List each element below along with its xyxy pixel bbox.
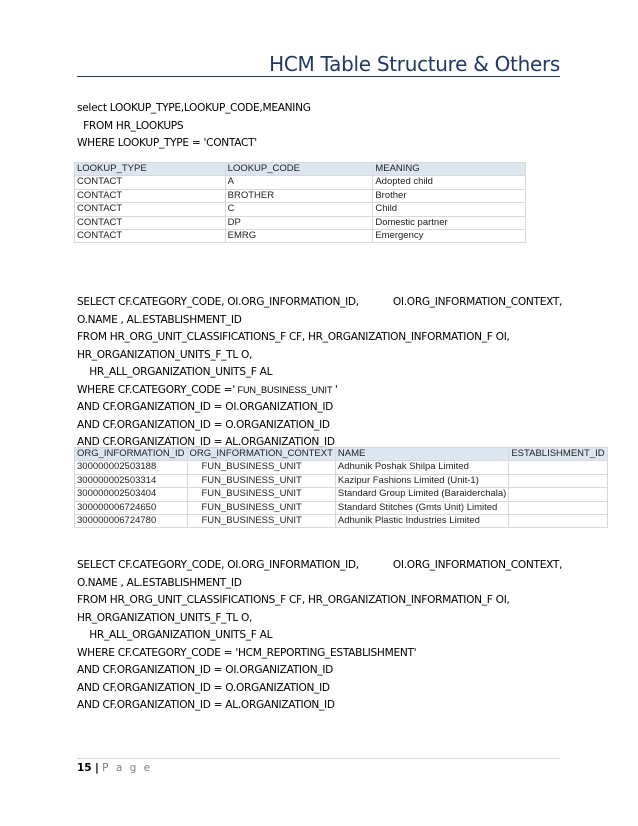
table-cell: Adhunik Poshak Shilpa Limited	[335, 461, 508, 474]
sql-line	[77, 294, 563, 312]
sql-line-part: SELECT CF.CATEGORY_CODE, OI.ORG_INFORMATION_ID,	[77, 296, 359, 308]
table-cell: Standard Group Limited (Baraiderchala)	[335, 488, 508, 501]
column-header: LOOKUP_TYPE	[75, 163, 226, 176]
page-number: 15	[77, 762, 92, 774]
table-row	[75, 216, 526, 229]
page-header-title: HCM Table Structure & Others	[269, 52, 560, 76]
sql-line-part: OI.ORG_INFORMATION_CONTEXT,	[392, 559, 563, 571]
table-cell: 300000002503188	[75, 461, 188, 474]
table-cell: 300000006724780	[75, 515, 188, 528]
table-row	[75, 461, 608, 474]
table-cell: EMRG	[225, 230, 373, 243]
sql-line: FROM HR_ORG_UNIT_CLASSIFICATIONS_F CF, HR_ORGANIZATION_INFORMATION_F OI,	[77, 331, 510, 343]
sql-line: HR_ALL_ORGANIZATION_UNITS_F AL	[77, 366, 273, 378]
table-cell: FUN_BUSINESS_UNIT	[187, 488, 335, 501]
sql-line: HR_ORGANIZATION_UNITS_F_TL O,	[77, 348, 253, 361]
table-cell: CONTACT	[75, 216, 226, 229]
footer-divider	[77, 758, 560, 759]
table-cell: FUN_BUSINESS_UNIT	[187, 501, 335, 514]
sql-line	[77, 557, 563, 575]
table-cell: Child	[373, 203, 526, 216]
sql-line-part: SELECT CF.CATEGORY_CODE, OI.ORG_INFORMATION_ID,	[77, 559, 359, 571]
sql-line-part: FUN_BUSINESS_UNIT	[234, 384, 335, 395]
table-header-row	[75, 448, 608, 461]
table-cell: Domestic partner	[373, 216, 526, 229]
table-cell: Brother	[373, 189, 526, 202]
table-cell: FUN_BUSINESS_UNIT	[187, 461, 335, 474]
sql-line: AND CF.ORGANIZATION_ID = O.ORGANIZATION_ID	[77, 418, 330, 431]
table-cell: FUN_BUSINESS_UNIT	[187, 515, 335, 528]
table-cell: 300000006724650	[75, 501, 188, 514]
table-cell: Kazipur Fashions Limited (Unit-1)	[335, 474, 508, 487]
column-header: MEANING	[373, 163, 526, 176]
table-row	[75, 488, 608, 501]
sql-line-part: OI.ORG_INFORMATION_CONTEXT,	[392, 296, 563, 308]
page-label: P a g e	[102, 762, 153, 774]
table-row	[75, 515, 608, 528]
table-cell: CONTACT	[75, 230, 226, 243]
table-cell: 300000002503404	[75, 488, 188, 501]
table-row	[75, 203, 526, 216]
sql-line: HR_ORGANIZATION_UNITS_F_TL O,	[77, 611, 253, 624]
sql-line: AND CF.ORGANIZATION_ID = OI.ORGANIZATION_ID	[77, 664, 334, 676]
table-cell: CONTACT	[75, 203, 226, 216]
table-cell: Emergency	[373, 230, 526, 243]
column-header: ORG_INFORMATION_ID	[75, 448, 188, 461]
sql-line: WHERE CF.CATEGORY_CODE = 'HCM_REPORTING_ESTABLISHMENT'	[77, 646, 417, 659]
table-row	[75, 230, 526, 243]
table-header-row	[75, 163, 526, 176]
table-cell: BROTHER	[225, 189, 373, 202]
table-cell	[509, 501, 607, 514]
business-unit-results-table	[74, 447, 608, 528]
table-cell	[509, 474, 607, 487]
table-cell: C	[225, 203, 373, 216]
sql-query-lookups	[77, 100, 557, 153]
sql-line	[77, 382, 557, 400]
sql-line-part: '	[334, 383, 338, 396]
table-cell: CONTACT	[75, 176, 226, 189]
sql-line-part: WHERE CF.CATEGORY_CODE ='	[77, 383, 235, 396]
sql-query-reporting-establishment	[77, 557, 563, 715]
sql-line: select LOOKUP_TYPE,LOOKUP_CODE,MEANING	[77, 102, 311, 114]
table-cell: DP	[225, 216, 373, 229]
column-header: LOOKUP_CODE	[225, 163, 373, 176]
table-cell: Adopted child	[373, 176, 526, 189]
sql-line: FROM HR_ORG_UNIT_CLASSIFICATIONS_F CF, HR_ORGANIZATION_INFORMATION_F OI,	[77, 594, 510, 606]
column-header: NAME	[335, 448, 508, 461]
table-cell	[509, 515, 607, 528]
table-cell: 300000002503314	[75, 474, 188, 487]
sql-line: WHERE LOOKUP_TYPE = 'CONTACT'	[77, 137, 257, 149]
sql-line: FROM HR_LOOKUPS	[77, 119, 184, 132]
header-divider	[77, 76, 560, 77]
sql-line: AND CF.ORGANIZATION_ID = O.ORGANIZATION_ID	[77, 681, 330, 694]
table-row	[75, 189, 526, 202]
sql-line: O.NAME , AL.ESTABLISHMENT_ID	[77, 313, 242, 326]
sql-line: AND CF.ORGANIZATION_ID = AL.ORGANIZATION_ID	[77, 699, 335, 711]
sql-line: HR_ALL_ORGANIZATION_UNITS_F AL	[77, 629, 273, 641]
sql-line: AND CF.ORGANIZATION_ID = AL.ORGANIZATION_ID	[77, 436, 335, 448]
table-cell: FUN_BUSINESS_UNIT	[187, 474, 335, 487]
table-cell	[509, 488, 607, 501]
table-cell: Adhunik Plastic Industries Limited	[335, 515, 508, 528]
table-row	[75, 501, 608, 514]
table-row	[75, 176, 526, 189]
table-row	[75, 474, 608, 487]
column-header: ORG_INFORMATION_CONTEXT	[187, 448, 335, 461]
sql-line: AND CF.ORGANIZATION_ID = OI.ORGANIZATION_ID	[77, 401, 334, 413]
sql-query-business-units	[77, 294, 563, 452]
page-footer	[77, 762, 152, 774]
sql-line: O.NAME , AL.ESTABLISHMENT_ID	[77, 576, 242, 589]
table-cell: A	[225, 176, 373, 189]
footer-separator: |	[94, 762, 99, 774]
table-cell	[509, 461, 607, 474]
lookup-results-table	[74, 162, 526, 243]
table-cell: CONTACT	[75, 189, 226, 202]
column-header: ESTABLISHMENT_ID	[509, 448, 607, 461]
table-cell: Standard Stitches (Gmts Unit) Limited	[335, 501, 508, 514]
